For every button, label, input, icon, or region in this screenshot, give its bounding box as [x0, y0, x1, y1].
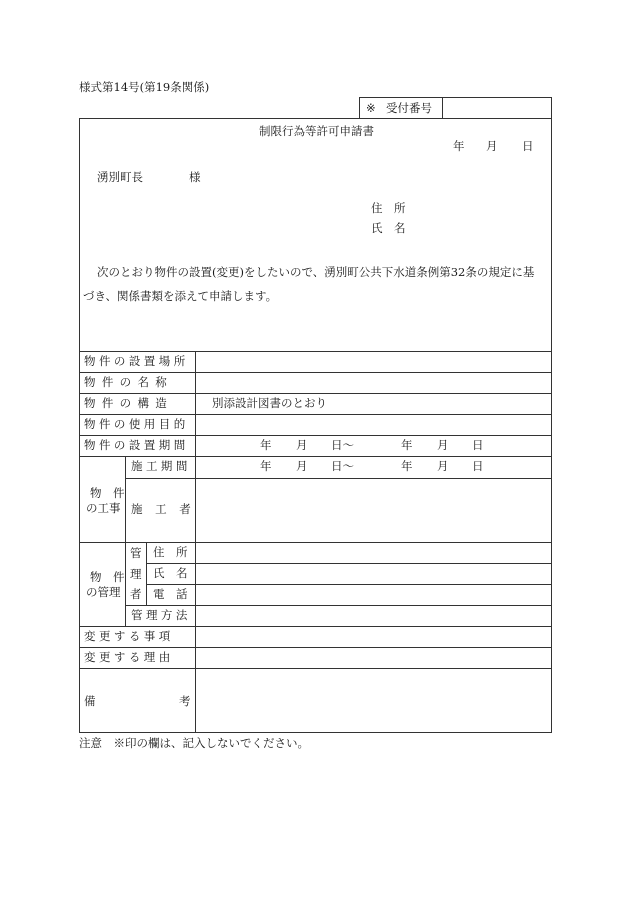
mgmt-group-label-line2: の管理	[86, 585, 121, 599]
row-label-work-period: 施工期間	[131, 459, 191, 473]
line	[195, 351, 196, 733]
addressee-name: 湧別町長	[97, 170, 143, 184]
line	[146, 563, 552, 564]
addressee-honorific: 様	[189, 170, 201, 184]
row-label-mgmt-method: 管理方法	[131, 608, 191, 622]
form-number: 様式第14号(第19条関係)	[79, 80, 210, 94]
line	[79, 351, 552, 352]
date-month: 月	[486, 139, 498, 153]
period-start-month: 月	[296, 438, 308, 452]
line	[146, 542, 147, 605]
row-label-name: 物件の名称	[84, 375, 174, 389]
manager-char-3: 者	[130, 587, 142, 601]
work-group-label-line1: 物 件	[90, 486, 125, 500]
line	[146, 584, 552, 585]
row-label-period: 物件の設置期間	[84, 438, 189, 452]
row-label-remarks-1: 備	[84, 694, 96, 708]
applicant-name-label: 氏 名	[371, 221, 406, 235]
body-text-line1: 次のとおり物件の設置(変更)をしたいので、湧別町公共下水道条例第32条の規定に基	[97, 265, 535, 279]
row-label-mgr-name: 氏 名	[153, 566, 188, 580]
work-start-day: 日〜	[331, 459, 354, 473]
receipt-number-field[interactable]	[448, 103, 548, 115]
line	[79, 542, 552, 543]
applicant-address-label: 住 所	[371, 201, 406, 215]
line	[79, 414, 552, 415]
period-end-year: 年	[401, 438, 413, 452]
work-group-label-line2: の工事	[86, 501, 121, 515]
footer-note: 注意 ※印の欄は、記入しないでください。	[79, 736, 309, 750]
body-text-line2: づき、関係書類を添えて申請します。	[83, 289, 278, 303]
line	[125, 605, 552, 606]
row-label-structure: 物件の構造	[84, 396, 174, 410]
period-end-day: 日	[472, 438, 484, 452]
manager-char-1: 管	[130, 546, 142, 560]
date-year: 年	[453, 139, 465, 153]
line	[79, 456, 552, 457]
row-label-location: 物件の設置場所	[84, 354, 189, 368]
work-end-year: 年	[401, 459, 413, 473]
line	[79, 435, 552, 436]
line	[125, 456, 126, 542]
line	[79, 668, 552, 669]
row-label-contractor: 施工者	[131, 502, 204, 516]
structure-value: 別添設計図書のとおり	[212, 396, 327, 410]
date-day: 日	[522, 139, 534, 153]
row-label-change-item: 変更する事項	[84, 629, 174, 643]
work-end-day: 日	[472, 459, 484, 473]
line	[79, 393, 552, 394]
work-start-month: 月	[296, 459, 308, 473]
period-start-day: 日〜	[331, 438, 354, 452]
row-label-purpose: 物件の使用目的	[84, 417, 189, 431]
period-end-month: 月	[437, 438, 449, 452]
receipt-label: 受付番号	[386, 101, 432, 115]
receipt-mark: ※	[366, 101, 376, 115]
row-label-mgr-phone: 電 話	[153, 587, 188, 601]
line	[79, 647, 552, 648]
work-start-year: 年	[260, 459, 272, 473]
line	[79, 372, 552, 373]
row-label-remarks-2: 考	[179, 694, 191, 708]
line	[79, 626, 552, 627]
manager-char-2: 理	[130, 567, 142, 581]
form-title: 制限行為等許可申請書	[259, 124, 374, 138]
period-start-year: 年	[260, 438, 272, 452]
line	[125, 542, 126, 626]
line	[125, 478, 552, 479]
row-label-mgr-address: 住 所	[153, 545, 188, 559]
row-label-change-reason: 変更する理由	[84, 650, 174, 664]
mgmt-group-label-line1: 物 件	[90, 570, 125, 584]
work-end-month: 月	[437, 459, 449, 473]
receipt-divider	[442, 97, 443, 119]
